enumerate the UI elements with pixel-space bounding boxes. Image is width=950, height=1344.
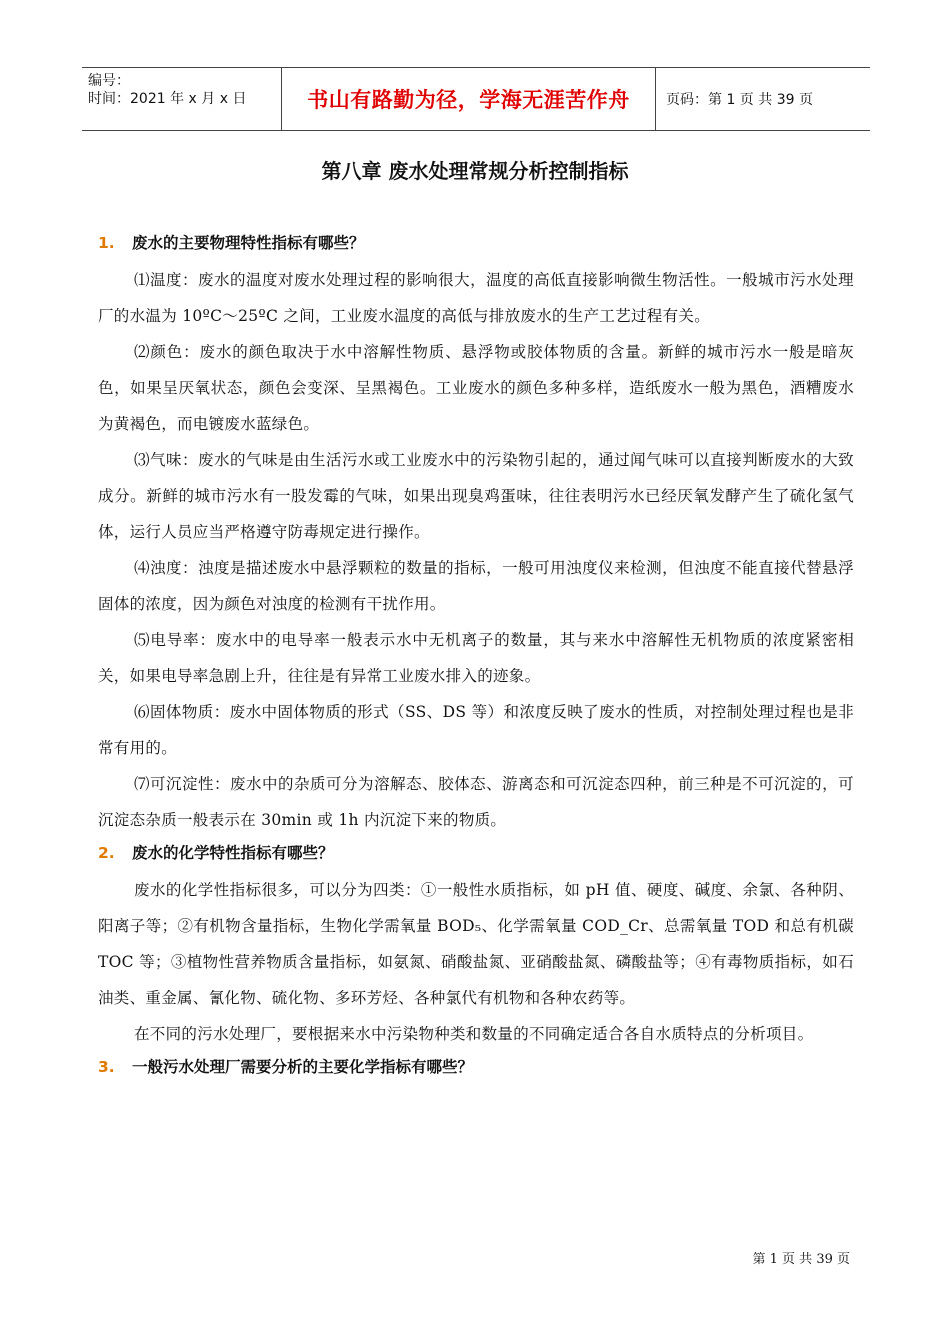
section-number: 1. [98, 234, 115, 252]
document-date: 时间：2021 年 x 月 x 日 [88, 91, 247, 107]
page-footer: 第 1 页 共 39 页 [752, 1252, 850, 1267]
paragraph: ⑴温度：废水的温度对废水处理过程的影响很大，温度的高低直接影响微生物活性。一般城市污水处理厂的水温为 10ºC～25ºC 之间，工业废水温度的高低与排放废水的生产工艺过程有关。 [98, 271, 854, 325]
section-title: 废水的主要物理特性指标有哪些？ [132, 234, 365, 252]
chapter-title: 第八章 废水处理常规分析控制指标 [321, 159, 629, 183]
section-heading [98, 228, 854, 258]
paragraph: ⑵颜色：废水的颜色取决于水中溶解性物质、悬浮物或胶体物质的含量。新鲜的城市污水一般是暗灰色，如果呈厌氧状态，颜色会变深、呈黑褐色。工业废水的颜色多种多样，造纸废水一般为黑色，酒糟废水为黄褐色，而电镀废水蓝绿色。 [98, 343, 854, 433]
paragraph: 在不同的污水处理厂，要根据来水中污染物种类和数量的不同确定适合各自水质特点的分析项目。 [134, 1025, 814, 1043]
header-meta [82, 68, 282, 130]
paragraph: ⑹固体物质：废水中固体物质的形式（SS、DS 等）和浓度反映了废水的性质，对控制处理过程也是非常有用的。 [98, 703, 854, 757]
header-page-info: 页码：第 1 页 共 39 页 [666, 92, 813, 108]
paragraph: ⑸电导率：废水中的电导率一般表示水中无机离子的数量，其与来水中溶解性无机物质的浓度紧密相关，如果电导率急剧上升，往往是有异常工业废水排入的迹象。 [98, 631, 854, 685]
document-body [98, 228, 854, 1086]
paragraph: ⑶气味：废水的气味是由生活污水或工业废水中的污染物引起的，通过闻气味可以直接判断废水的大致成分。新鲜的城市污水有一股发霉的气味，如果出现臭鸡蛋味，往往表明污水已经厌氧发酵产生了硫化氢气体，运行人员应当严格遵守防毒规定进行操作。 [98, 451, 854, 541]
section-heading [98, 838, 854, 868]
document-number-label: 编号： [88, 73, 130, 89]
section-title: 废水的化学特性指标有哪些？ [132, 844, 334, 862]
paragraph: 废水的化学性指标很多，可以分为四类：①一般性水质指标，如 pH 值、硬度、碱度、余氯、各种阴、阳离子等；②有机物含量指标，生物化学需氧量 BOD₅、化学需氧量 COD_Cr、总需氧量 TOD 和总有机碳 TOC 等；③植物性营养物质含量指标，如氨氮、硝酸盐氮、亚硝酸盐氮、磷酸盐等；④有毒物质指标，如石油类、重金属、氰化物、硫化物、多环芳烃、各种氯代有机物和各种农药等。 [98, 881, 854, 1007]
page-header [82, 67, 870, 131]
paragraph: ⑷浊度：浊度是描述废水中悬浮颗粒的数量的指标，一般可用浊度仪来检测，但浊度不能直接代替悬浮固体的浓度，因为颜色对浊度的检测有干扰作用。 [98, 559, 854, 613]
section-heading [98, 1052, 854, 1082]
paragraph: ⑺可沉淀性：废水中的杂质可分为溶解态、胶体态、游离态和可沉淀态四种，前三种是不可沉淀的，可沉淀态杂质一般表示在 30min 或 1h 内沉淀下来的物质。 [98, 775, 854, 829]
section-number: 2. [98, 844, 115, 862]
header-motto: 书山有路勤为径，学海无涯苦作舟 [282, 68, 656, 130]
section-title: 一般污水处理厂需要分析的主要化学指标有哪些？ [132, 1058, 474, 1076]
section-number: 3. [98, 1058, 115, 1076]
